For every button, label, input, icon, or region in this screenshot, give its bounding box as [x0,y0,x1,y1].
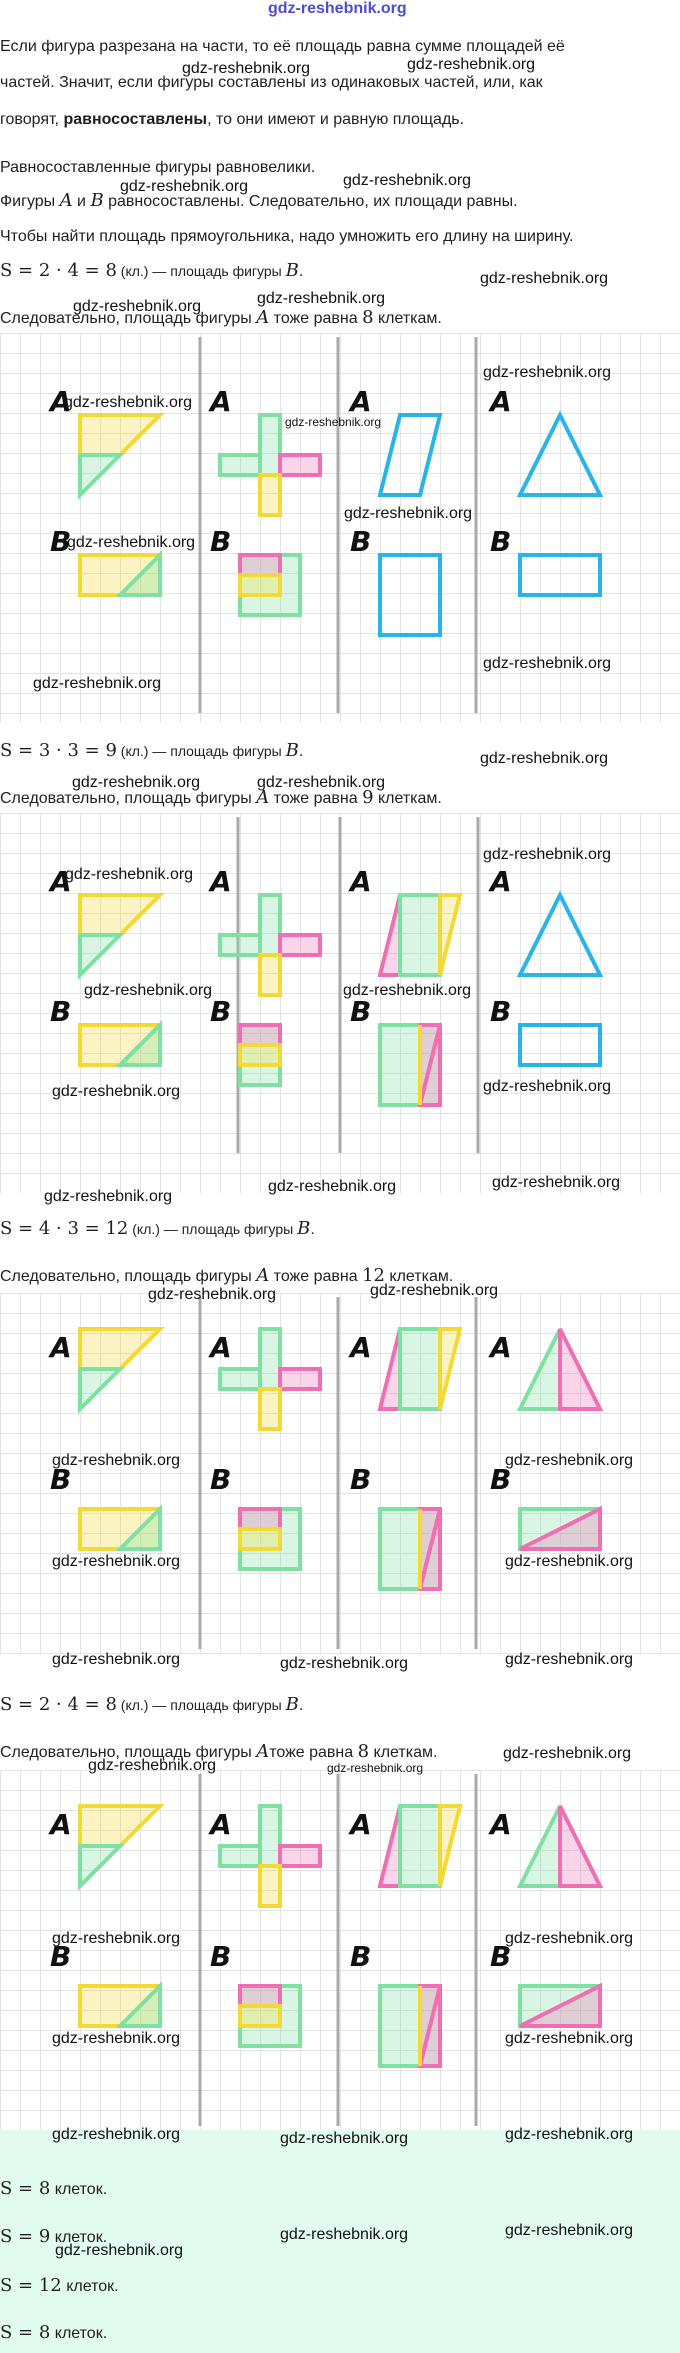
label-b: B [350,1463,372,1496]
answer-value: S = 9 [0,2226,51,2247]
watermark: gdz-reshebnik.org [505,1553,634,1570]
yellow-piece [260,955,280,995]
conclusion-text: Следовательно, площадь фигуры [0,1744,257,1761]
answer-unit: клеток. [50,2325,108,2342]
yellow-piece [80,895,160,935]
conclusion-text: клеткам. [373,790,442,807]
green-piece [400,1806,440,1886]
label-b: B [210,1940,232,1973]
label-b: B [210,1463,232,1496]
answer-value: S = 8 [0,2322,51,2343]
watermark: gdz-reshebnik.org [52,1083,181,1100]
watermark: gdz-reshebnik.org [327,1761,424,1775]
green-piece [400,895,440,975]
answer-1 [0,2178,107,2201]
formula-unit: (кл.) — площадь фигуры [116,1697,286,1713]
pink-piece [240,1025,280,1045]
watermark: gdz-reshebnik.org [344,505,473,522]
figure-var: A [256,787,270,808]
formula-3 [0,1218,315,1241]
blue-triangle [520,415,600,495]
formula-4 [0,1694,303,1717]
watermark: gdz-reshebnik.org [483,655,612,672]
formula-value: S = 2 · 4 = 8 [0,1694,117,1715]
var-b: B [90,190,104,211]
label-a: A [350,865,372,898]
green-piece [220,935,260,955]
watermark: gdz-reshebnik.org [483,1078,612,1095]
figure-var: A [256,1265,270,1286]
watermark: gdz-reshebnik.org [33,675,162,692]
watermark: gdz-reshebnik.org [505,1452,634,1469]
label-b: B [210,995,232,1028]
yellow-piece [440,1806,460,1886]
green-piece [520,1806,560,1886]
label-b: B [490,995,512,1028]
yellow-piece [440,895,460,975]
conclusion-number: 8 [357,1741,370,1762]
conclusion-text: клеткам. [384,1268,454,1285]
intro-line-3 [0,109,464,131]
watermark: gdz-reshebnik.org [268,1178,397,1195]
pink-piece [280,1846,320,1866]
watermark: gdz-reshebnik.org [407,56,536,73]
green-piece [220,1846,260,1866]
yellow-piece [260,1866,280,1906]
yellow-piece [260,1389,280,1429]
watermark: gdz-reshebnik.org [343,172,472,189]
watermark: gdz-reshebnik.org [88,1757,217,1774]
watermark: gdz-reshebnik.org [257,290,386,307]
conclusion-number: 9 [362,787,374,808]
label-a: A [490,385,512,418]
pink-piece [280,935,320,955]
label-a: A [50,1331,72,1364]
yellow-piece [80,1806,160,1846]
conclusion-text: тоже равна [269,1744,358,1761]
watermark: gdz-reshebnik.org [73,298,202,315]
answer-unit: клеток. [61,2278,119,2295]
green-piece [400,1329,440,1409]
green-piece [520,1329,560,1409]
watermark: gdz-reshebnik.org [505,2126,634,2143]
watermark: gdz-reshebnik.org [120,178,249,195]
label-a: A [210,865,232,898]
label-b: B [350,1940,372,1973]
conclusion-text: клеткам. [373,310,442,327]
formula-value: S = 2 · 4 = 8 [0,260,117,281]
conclusion-text: Следовательно, площадь фигуры [0,1268,257,1285]
watermark: gdz-reshebnik.org [148,1286,277,1303]
green-piece [260,895,280,955]
pink-piece [380,1806,400,1886]
watermark: gdz-reshebnik.org [64,394,193,411]
watermark: gdz-reshebnik.org [503,1745,632,1762]
watermark: gdz-reshebnik.org [285,415,382,429]
figure-var: B [297,1218,311,1239]
pink-piece [240,1986,280,2006]
label-a: A [490,865,512,898]
green-piece [220,455,260,475]
formula-1 [0,260,303,283]
intro-line-6: Чтобы найти площадь прямоугольника, надо умножить его длину на ширину. [0,228,574,245]
label-b: B [50,995,72,1028]
answer-value: S = 12 [0,2275,62,2296]
yellow-piece [440,1329,460,1409]
yellow-piece [240,2006,280,2026]
label-b: B [210,525,232,558]
watermark: gdz-reshebnik.org [343,982,472,999]
intro-line-2: частей. Значит, если фигуры составлены из одинаковых частей, или, как [0,74,543,91]
watermark: gdz-reshebnik.org [52,1553,181,1570]
intro-text: говорят, [0,111,64,128]
watermark: gdz-reshebnik.org [483,846,612,863]
label-a: A [210,1808,232,1841]
label-b: B [350,525,372,558]
pink-piece [280,455,320,475]
green-piece [260,415,280,475]
watermark: gdz-reshebnik.org [280,2226,409,2243]
answer-unit: клеток. [50,2229,108,2246]
figure-grid-3 [0,1293,680,1655]
label-b: B [50,1940,72,1973]
label-a: A [350,1808,372,1841]
watermark: gdz-reshebnik.org [370,1282,499,1299]
pink-piece [560,1329,600,1409]
label-a: A [490,1331,512,1364]
conclusion-text: тоже равна [269,1268,363,1285]
answer-unit: клеток. [50,2181,108,2198]
watermark: gdz-reshebnik.org [44,1188,173,1205]
conclusion-text: тоже равна [269,790,363,807]
yellow-piece [240,1045,280,1065]
pink-piece [560,1806,600,1886]
watermark: gdz-reshebnik.org [280,1655,409,1672]
green-piece [80,455,120,495]
intro-text: Фигуры [0,193,60,210]
label-a: A [350,385,372,418]
dot: . [310,1221,315,1238]
figure-var: B [285,1694,299,1715]
label-b: B [490,1463,512,1496]
conclusion-text: Следовательно, площадь фигуры [0,790,257,807]
intro-line-5 [0,190,518,213]
pink-piece [380,895,400,975]
label-a: A [490,1808,512,1841]
pink-piece [240,555,280,575]
figure-var: B [285,740,299,761]
figure-diagram-4 [0,1770,680,2130]
intro-text: , то они имеют и равную площадь. [207,111,465,128]
figure-var: B [285,260,299,281]
label-b: B [350,995,372,1028]
yellow-piece [260,475,280,515]
watermark: gdz-reshebnik.org [505,2222,634,2239]
intro-line-4: Равносоставленные фигуры равновелики. [0,159,316,176]
watermark: gdz-reshebnik.org [257,774,386,791]
site-header[interactable]: gdz-reshebnik.org [268,0,407,17]
label-a: A [210,385,232,418]
watermark: gdz-reshebnik.org [52,1930,181,1947]
conclusion-text: тоже равна [269,310,363,327]
blue-rectangle [380,555,440,635]
blue-rectangle [520,1025,600,1065]
pink-piece [280,1369,320,1389]
green-piece [260,1329,280,1389]
conclusion-text: клеткам. [369,1744,438,1761]
formula-value: S = 3 · 3 = 9 [0,740,117,761]
formula-value: S = 4 · 3 = 12 [0,1218,129,1239]
yellow-piece [80,1329,160,1369]
watermark: gdz-reshebnik.org [55,2242,184,2259]
label-a: A [50,865,72,898]
var-a: A [59,190,73,211]
figure-var: A [256,307,270,328]
answer-value: S = 8 [0,2178,51,2199]
green-piece [260,1806,280,1866]
label-b: B [490,525,512,558]
label-a: A [50,1808,72,1841]
pink-piece [380,1329,400,1409]
watermark: gdz-reshebnik.org [505,1651,634,1668]
blue-rectangle [520,555,600,595]
dot: . [298,743,304,760]
watermark: gdz-reshebnik.org [280,2130,409,2147]
label-b: B [50,1463,72,1496]
green-piece [80,935,120,975]
watermark: gdz-reshebnik.org [52,1452,181,1469]
conclusion-number: 8 [362,307,374,328]
dot: . [298,1697,304,1714]
conclusion-text: Следовательно, площадь фигуры [0,310,257,327]
figure-grid-4 [0,1770,680,2130]
watermark: gdz-reshebnik.org [52,1651,181,1668]
watermark: gdz-reshebnik.org [483,364,612,381]
yellow-piece [240,575,280,595]
label-b: B [490,1940,512,1973]
watermark: gdz-reshebnik.org [480,270,609,287]
label-a: A [350,1331,372,1364]
watermark: gdz-reshebnik.org [505,2030,634,2047]
pink-piece [240,1509,280,1529]
blue-parallelogram [380,415,440,495]
conclusion-1 [0,307,442,330]
watermark: gdz-reshebnik.org [182,60,311,77]
watermark: gdz-reshebnik.org [480,750,609,767]
label-a: A [50,385,72,418]
dot: . [298,263,304,280]
intro-text: равносоставлены. Следовательно, их площади равны. [103,193,518,210]
intro-line-1: Если фигура разрезана на части, то её площадь равна сумме площадей её [0,38,565,55]
formula-unit: (кл.) — площадь фигуры [128,1221,298,1237]
watermark: gdz-reshebnik.org [52,2126,181,2143]
watermark: gdz-reshebnik.org [492,1174,621,1191]
watermark: gdz-reshebnik.org [67,534,196,551]
answer-3 [0,2275,119,2298]
bold-term: равносоставлены [63,111,208,128]
yellow-piece [80,415,160,455]
watermark: gdz-reshebnik.org [65,866,194,883]
figure-diagram-3 [0,1293,680,1655]
green-piece [80,1369,120,1409]
yellow-piece [240,1529,280,1549]
blue-triangle [520,895,600,975]
formula-unit: (кл.) — площадь фигуры [116,743,286,759]
green-piece [80,1846,120,1886]
watermark: gdz-reshebnik.org [84,982,213,999]
watermark: gdz-reshebnik.org [72,774,201,791]
watermark: gdz-reshebnik.org [52,2030,181,2047]
figure-var: A [256,1741,270,1762]
answer-4 [0,2322,107,2345]
formula-2 [0,740,303,763]
formula-unit: (кл.) — площадь фигуры [116,263,286,279]
green-piece [220,1369,260,1389]
intro-text: и [72,193,91,210]
conclusion-number: 12 [362,1265,385,1286]
label-a: A [210,1331,232,1364]
watermark: gdz-reshebnik.org [505,1930,634,1947]
label-b: B [50,525,72,558]
